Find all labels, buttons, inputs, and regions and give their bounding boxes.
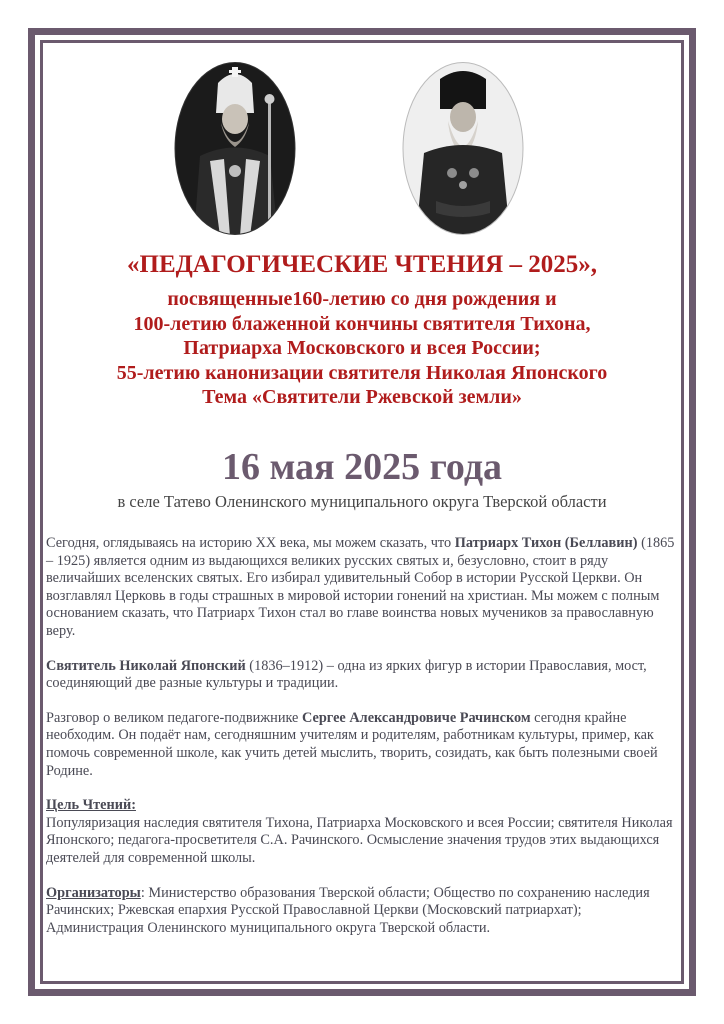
paragraph-rachinsky [46,710,676,780]
subtitle-line: посвященные160-летию со дня рождения и [167,288,557,310]
text: (1836–1912) – одна из ярких фигур в истории Православия, мост, соединяющий две разные культуры и традиции. [46,657,647,692]
name-bold: Сергее Александровиче Рачинском [301,709,531,726]
name-bold: Патриарх Тихон (Беллавин) [454,535,638,551]
goal-text: Популяризация наследия святителя Тихона, Патриарха Московского и всея России; святителя Николая Японского; педагога-просветителя С.А. Рачинского. Осмысление значения трудов этих выдающихся деятелей для современной школы. [46,814,673,866]
body-text [46,535,676,954]
name-bold: Святитель Николай Японский [46,657,246,674]
text: Сегодня, оглядываясь на историю XX века, мы можем сказать, что [46,535,455,551]
page-title: «ПЕДАГОГИЧЕСКИЕ ЧТЕНИЯ – 2025», [127,251,597,278]
paragraph-organizers [46,885,676,938]
paragraph-goal [46,797,676,867]
portrait-patriarch-tikhon [174,61,296,236]
subtitle-line: 100-летию блаженной кончины святителя Тихона, [133,312,591,335]
subtitle-line: Патриарха Московского и всея России; [183,337,541,359]
paragraph-nicholas [46,658,676,693]
subtitle-line: 55-летию канонизации святителя Николая Японского [116,361,608,384]
subtitle-line: Тема «Святители Ржевской земли» [202,386,522,408]
event-place: в селе Татево Оленинского муниципального округа Тверской области [117,492,607,511]
organizers-label: Организаторы [46,884,141,901]
text: сегодня крайне необходим. Он подаёт нам, сегодняшним учителям и родителям, работникам культуры, пример, как помочь современной школе, как учить детей мыслить, творить, созидать, как быть полезными своей Родине. [46,709,658,779]
event-date: 16 мая 2025 года [221,446,503,488]
text: Разговор о великом педагоге-подвижнике [46,709,302,726]
text: (1865 – 1925) является одним из выдающихся великих русских святых и, безусловно, стоит в ряду величайших вселенских святых. Его избирал удивительный Собор в истории Русской Церкви. Он возглавлял Церковь в годы страшных в мировой истории гонений на христиан. Мы можем с полным основанием сказать, что Патриарх Тихон стал во главе воинства новых мучеников за православную веру. [46,535,675,639]
organizers-text: : Министерство образования Тверской области; Общество по сохранению наследия Рачинских; Ржевская епархия Русской Православной Церкви (Московский патриархат); Администрация Оленинского муниципального округа Тверской области. [46,884,650,936]
portrait-nicholas-of-japan [402,61,524,236]
goal-label: Цель Чтений: [46,797,136,814]
subtitle [44,287,680,410]
paragraph-tikhon [46,535,676,641]
